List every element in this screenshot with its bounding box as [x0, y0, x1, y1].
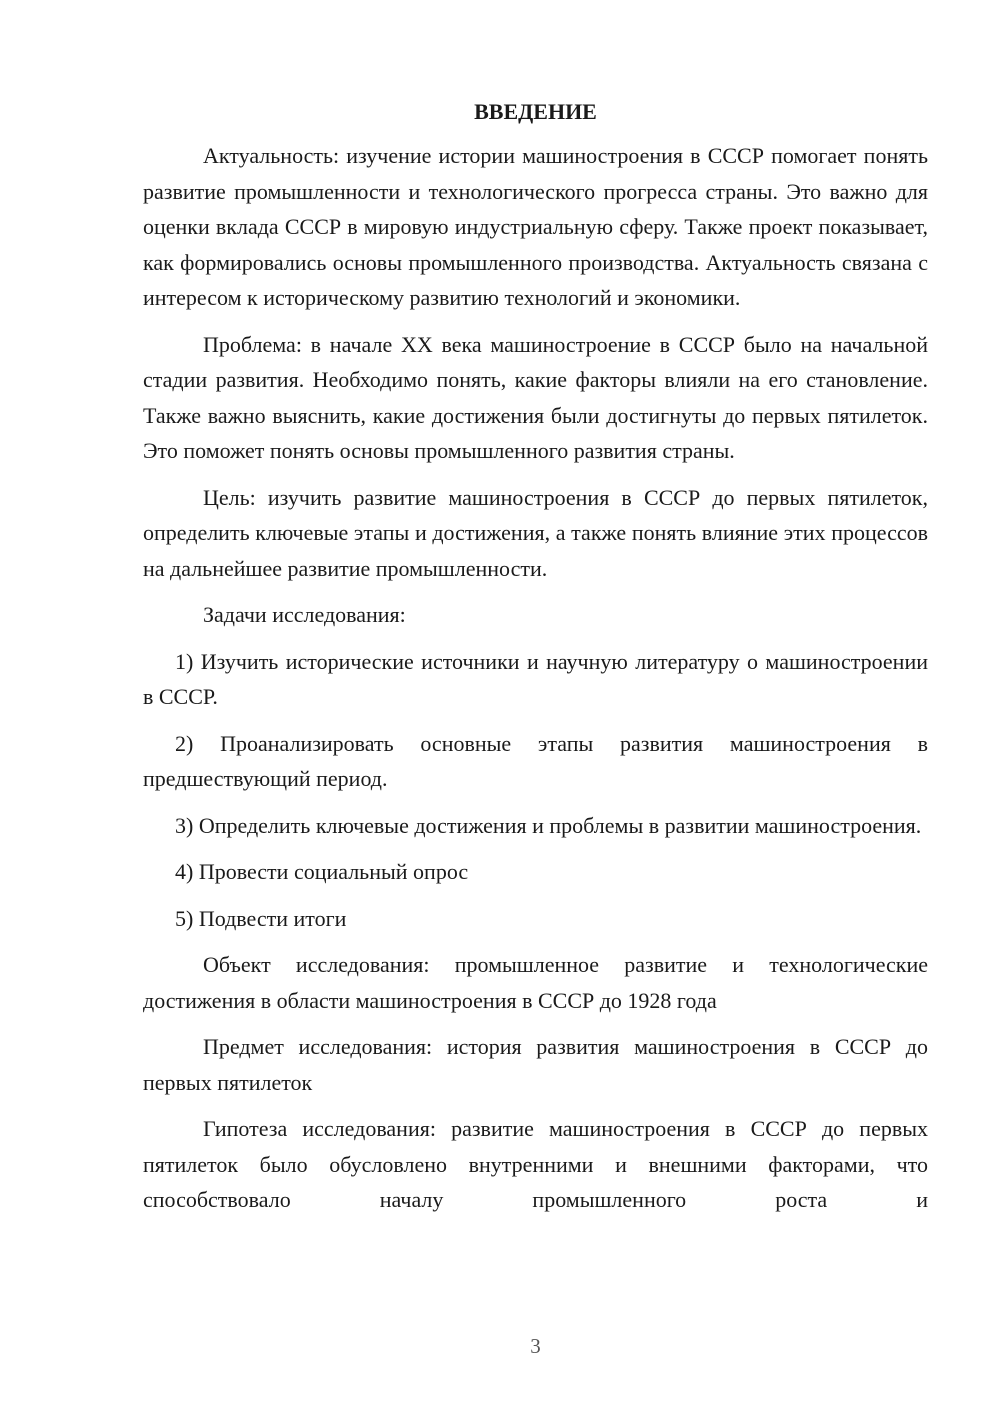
page-content	[143, 94, 928, 1229]
paragraph-relevance: Актуальность: изучение истории машиностроения в СССР помогает понять развитие промышленности и технологического прогресса страны. Это важно для оценки вклада СССР в мировую индустриальную сферу. Также проект показывает, как формировались основы промышленного производства. Актуальность связана с интересом к историческому развитию технологий и экономики.	[143, 143, 928, 310]
tasks-heading: Задачи исследования:	[203, 602, 406, 627]
paragraph-subject: Предмет исследования: история развития машиностроения в СССР до первых пятилеток	[143, 1034, 928, 1095]
page-number: 3	[530, 1334, 541, 1358]
paragraph-goal: Цель: изучить развитие машиностроения в СССР до первых пятилеток, определить ключевые этапы и достижения, а также понять влияние этих процессов на дальнейшее развитие промышленности.	[143, 484, 928, 581]
paragraph-problem: Проблема: в начале XX века машиностроение в СССР было на начальной стадии развития. Необходимо понять, какие факторы влияли на его становление. Также важно выяснить, какие достижения были достигнуты до первых пятилеток. Это поможет понять основы промышленного развития страны.	[143, 331, 928, 463]
task-item-5: 5) Подвести итоги	[175, 905, 347, 931]
task-item-3: 3) Определить ключевые достижения и проблемы в развитии машиностроения.	[175, 812, 922, 838]
paragraph-object: Объект исследования: промышленное развитие и технологические достижения в области машиностроения в СССР до 1928 года	[143, 952, 928, 1013]
paragraph-hypothesis: Гипотеза исследования: развитие машиностроения в СССР до первых пятилеток было обусловлено внутренними и внешними факторами, что способствовало началу промышленного роста и	[143, 1116, 928, 1212]
section-title: ВВЕДЕНИЕ	[474, 99, 597, 124]
task-item-2: 2) Проанализировать основные этапы развития машиностроения в предшествующий период.	[143, 730, 928, 791]
task-item-1: 1) Изучить исторические источники и научную литературу о машиностроении в СССР.	[143, 648, 928, 709]
task-item-4: 4) Провести социальный опрос	[175, 859, 469, 884]
